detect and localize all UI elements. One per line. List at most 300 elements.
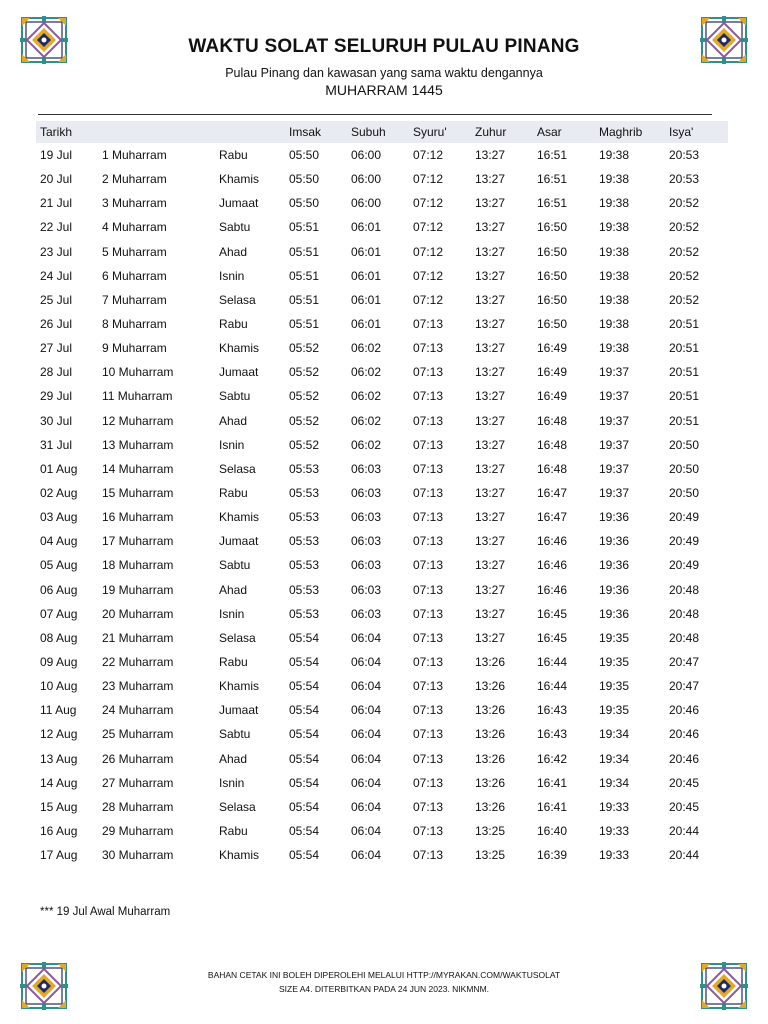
table-cell: Khamis xyxy=(219,172,260,187)
table-cell: 20:48 xyxy=(669,582,700,597)
table-cell: 4 Muharram xyxy=(102,220,167,235)
table-cell: 13:26 xyxy=(475,655,506,670)
table-cell: 16:44 xyxy=(537,679,568,694)
table-cell: Khamis xyxy=(219,510,260,525)
table-cell: 13:26 xyxy=(475,799,506,814)
table-cell: 28 Muharram xyxy=(102,799,174,814)
table-row xyxy=(36,312,728,336)
footnote: *** 19 Jul Awal Muharram xyxy=(40,906,171,918)
table-cell: 06:04 xyxy=(351,848,382,863)
table-cell: 19:36 xyxy=(599,558,630,573)
table-row xyxy=(36,626,728,650)
table-cell: 06:02 xyxy=(351,389,382,404)
table-cell: 07 Aug xyxy=(40,606,78,621)
table-cell: 19:37 xyxy=(599,413,630,428)
table-cell: Rabu xyxy=(219,317,248,332)
table-cell: 13:27 xyxy=(475,389,506,404)
table-cell: 20:51 xyxy=(669,317,700,332)
table-row xyxy=(36,674,728,698)
table-cell: 05:54 xyxy=(289,727,320,742)
table-cell: 05:54 xyxy=(289,751,320,766)
table-cell: 20:52 xyxy=(669,220,700,235)
table-cell: 13:27 xyxy=(475,606,506,621)
table-cell: 20:50 xyxy=(669,486,700,501)
table-cell: 16:51 xyxy=(537,172,568,187)
table-cell: 06:01 xyxy=(351,292,382,307)
table-cell: 06:01 xyxy=(351,317,382,332)
table-cell: 06:04 xyxy=(351,703,382,718)
table-cell: Ahad xyxy=(219,582,248,597)
table-cell: 16:41 xyxy=(537,799,568,814)
table-cell: 16:47 xyxy=(537,510,568,525)
table-cell: 13:26 xyxy=(475,751,506,766)
table-cell: 13:27 xyxy=(475,196,506,211)
table-cell: Selasa xyxy=(219,292,256,307)
table-cell: 06:03 xyxy=(351,534,382,549)
table-cell: 16:46 xyxy=(537,582,568,597)
table-cell: 13:27 xyxy=(475,413,506,428)
table-cell: 12 Aug xyxy=(40,727,78,742)
table-cell: 07:13 xyxy=(413,775,444,790)
table-cell: 21 Jul xyxy=(40,196,73,211)
table-cell: 06 Aug xyxy=(40,582,78,597)
table-cell: 16:43 xyxy=(537,727,568,742)
table-cell: 19:34 xyxy=(599,775,630,790)
table-cell: 19:38 xyxy=(599,220,630,235)
table-cell: 07:13 xyxy=(413,558,444,573)
table-cell: 20:44 xyxy=(669,848,700,863)
table-cell: 20:46 xyxy=(669,751,700,766)
table-row xyxy=(36,481,728,505)
table-cell: 20:47 xyxy=(669,679,700,694)
table-cell: 16:50 xyxy=(537,220,568,235)
table-cell: Khamis xyxy=(219,848,260,863)
table-cell: 05:53 xyxy=(289,461,320,476)
table-cell: 16:46 xyxy=(537,558,568,573)
table-cell: 05:53 xyxy=(289,558,320,573)
table-row xyxy=(36,360,728,384)
table-cell: 19:37 xyxy=(599,437,630,452)
table-cell: 28 Jul xyxy=(40,365,73,380)
month-heading: MUHARRAM 1445 xyxy=(325,82,443,98)
table-cell: 19:38 xyxy=(599,317,630,332)
table-cell: Ahad xyxy=(219,751,248,766)
table-cell: 13:27 xyxy=(475,510,506,525)
table-cell: 1 Muharram xyxy=(102,148,167,163)
table-cell: 13:27 xyxy=(475,341,506,356)
table-cell: 13 Muharram xyxy=(102,437,174,452)
column-header xyxy=(98,121,215,143)
page-title: WAKTU SOLAT SELURUH PULAU PINANG xyxy=(188,36,580,57)
table-cell: 05:54 xyxy=(289,679,320,694)
table-cell: 07:13 xyxy=(413,655,444,670)
table-cell: Jumaat xyxy=(219,196,259,211)
table-cell: 11 Muharram xyxy=(102,389,173,404)
table-cell: 19:36 xyxy=(599,606,630,621)
table-row xyxy=(36,167,728,191)
table-cell: 13:27 xyxy=(475,148,506,163)
table-cell: 06:04 xyxy=(351,655,382,670)
table-cell: 24 Muharram xyxy=(102,703,174,718)
table-cell: 19 Muharram xyxy=(102,582,174,597)
table-row xyxy=(36,215,728,239)
table-cell: 07:13 xyxy=(413,848,444,863)
table-row xyxy=(36,602,728,626)
prayer-times-table xyxy=(36,121,728,867)
table-row xyxy=(36,795,728,819)
table-cell: 05:53 xyxy=(289,582,320,597)
table-cell: 07:13 xyxy=(413,727,444,742)
table-cell: Jumaat xyxy=(219,365,259,380)
table-cell: 19:34 xyxy=(599,727,630,742)
table-cell: 05:54 xyxy=(289,655,320,670)
table-cell: Ahad xyxy=(219,244,248,259)
table-cell: 20:49 xyxy=(669,534,700,549)
table-row xyxy=(36,409,728,433)
table-cell: 05:53 xyxy=(289,606,320,621)
table-cell: 20:51 xyxy=(669,413,700,428)
table-cell: 18 Muharram xyxy=(102,558,174,573)
table-cell: 07:12 xyxy=(413,244,444,259)
table-cell: 07:12 xyxy=(413,148,444,163)
table-cell: 19:36 xyxy=(599,582,630,597)
table-cell: 16:51 xyxy=(537,148,568,163)
table-row xyxy=(36,722,728,746)
table-cell: 24 Jul xyxy=(40,268,73,283)
table-cell: Selasa xyxy=(219,630,256,645)
footer-source-line: BAHAN CETAK INI BOLEH DIPEROLEHI MELALUI HTTP://MYRAKAN.COM/WAKTUSOLAT xyxy=(207,970,561,980)
table-cell: 06:04 xyxy=(351,799,382,814)
table-cell: 20:52 xyxy=(669,268,700,283)
table-cell: 13:25 xyxy=(475,824,506,838)
table-cell: 05:50 xyxy=(289,148,320,163)
table-cell: 20 Jul xyxy=(40,172,73,187)
table-cell: 07:13 xyxy=(413,413,444,428)
table-cell: Jumaat xyxy=(219,703,259,718)
table-row xyxy=(36,143,728,167)
table-cell: 16:42 xyxy=(537,751,568,766)
table-cell: 12 Muharram xyxy=(102,413,174,428)
table-cell: 19:38 xyxy=(599,148,630,163)
table-cell: 19:38 xyxy=(599,244,630,259)
table-cell: 06:03 xyxy=(351,606,382,621)
table-cell: 06:04 xyxy=(351,630,382,645)
table-cell: 05:53 xyxy=(289,510,320,525)
table-cell: 19:33 xyxy=(599,799,630,814)
table-cell: 13:27 xyxy=(475,534,506,549)
table-cell: 3 Muharram xyxy=(102,196,167,211)
table-cell: Isnin xyxy=(219,775,245,790)
table-cell: 16:47 xyxy=(537,486,568,501)
table-cell: 2 Muharram xyxy=(102,172,167,187)
table-cell: 13:26 xyxy=(475,727,506,742)
table-cell: 13:27 xyxy=(475,172,506,187)
table-cell: 07:12 xyxy=(413,268,444,283)
table-cell: 16:46 xyxy=(537,534,568,549)
table-cell: 16:50 xyxy=(537,268,568,283)
table-row xyxy=(36,553,728,577)
table-cell: Sabtu xyxy=(219,558,251,573)
page-subtitle: Pulau Pinang dan kawasan yang sama waktu dengannya xyxy=(225,66,543,80)
table-cell: 19:35 xyxy=(599,630,630,645)
table-cell: 19 Jul xyxy=(40,148,73,163)
table-cell: 05:52 xyxy=(289,437,320,452)
table-cell: 20:51 xyxy=(669,341,700,356)
table-cell: 20:44 xyxy=(669,824,700,838)
table-cell: 13:26 xyxy=(475,775,506,790)
table-cell: 13:27 xyxy=(475,292,506,307)
table-cell: 13 Aug xyxy=(40,751,78,766)
table-cell: 05:53 xyxy=(289,534,320,549)
table-cell: 07:13 xyxy=(413,751,444,766)
table-cell: 29 Jul xyxy=(40,389,73,404)
table-cell: 22 Muharram xyxy=(102,655,174,670)
table-cell: 05:51 xyxy=(289,268,320,283)
table-cell: 19:38 xyxy=(599,292,630,307)
table-row xyxy=(36,747,728,771)
table-cell: 03 Aug xyxy=(40,510,78,525)
table-cell: 16:45 xyxy=(537,630,568,645)
table-cell: 10 Muharram xyxy=(102,365,174,380)
table-row xyxy=(36,240,728,264)
table-cell: 06:04 xyxy=(351,751,382,766)
divider xyxy=(38,114,712,115)
table-cell: 27 Jul xyxy=(40,341,73,356)
table-cell: 13:27 xyxy=(475,558,506,573)
table-cell: 31 Jul xyxy=(40,437,73,452)
table-cell: Rabu xyxy=(219,655,248,670)
table-cell: 20:45 xyxy=(669,799,700,814)
table-row xyxy=(36,819,728,843)
footer xyxy=(0,968,768,996)
table-cell: 01 Aug xyxy=(40,461,78,476)
table-cell: Khamis xyxy=(219,341,260,356)
table-cell: 02 Aug xyxy=(40,486,78,501)
table-cell: 07:12 xyxy=(413,220,444,235)
table-cell: 07:13 xyxy=(413,679,444,694)
table-cell: 06:04 xyxy=(351,775,382,790)
column-header: Syuru' xyxy=(409,121,471,143)
table-row xyxy=(36,771,728,795)
table-cell: 20:47 xyxy=(669,655,700,670)
table-cell: 20:53 xyxy=(669,172,700,187)
table-cell: 19:38 xyxy=(599,341,630,356)
table-cell: 13:27 xyxy=(475,317,506,332)
table-cell: 07:13 xyxy=(413,389,444,404)
table-cell: Isnin xyxy=(219,437,245,452)
table-cell: 7 Muharram xyxy=(102,292,167,307)
table-cell: 05:54 xyxy=(289,799,320,814)
table-cell: 20:50 xyxy=(669,437,700,452)
table-cell: 05:50 xyxy=(289,196,320,211)
table-cell: 23 Muharram xyxy=(102,679,174,694)
table-cell: 06:00 xyxy=(351,148,382,163)
table-cell: 06:00 xyxy=(351,196,382,211)
table-cell: 19:38 xyxy=(599,268,630,283)
table-cell: 07:12 xyxy=(413,196,444,211)
table-cell: 20:51 xyxy=(669,365,700,380)
table-cell: 06:01 xyxy=(351,244,382,259)
table-cell: 16:51 xyxy=(537,196,568,211)
column-header: Maghrib xyxy=(595,121,665,143)
table-row xyxy=(36,529,728,553)
table-cell: 05 Aug xyxy=(40,558,78,573)
table-cell: 11 Aug xyxy=(40,703,77,718)
table-cell: 06:02 xyxy=(351,341,382,356)
table-cell: 29 Muharram xyxy=(102,824,174,838)
table-row xyxy=(36,698,728,722)
table-cell: 25 Jul xyxy=(40,292,73,307)
table-cell: Sabtu xyxy=(219,220,251,235)
table-cell: 05:51 xyxy=(289,317,320,332)
table-row xyxy=(36,433,728,457)
table-row xyxy=(36,384,728,408)
table-cell: Isnin xyxy=(219,268,245,283)
table-cell: 05:51 xyxy=(289,244,320,259)
column-header: Subuh xyxy=(347,121,409,143)
table-cell: 13:27 xyxy=(475,437,506,452)
table-cell: 07:13 xyxy=(413,486,444,501)
table-cell: 16:40 xyxy=(537,824,568,838)
table-cell: 16:49 xyxy=(537,341,568,356)
table-cell: 16:48 xyxy=(537,437,568,452)
table-cell: 05:52 xyxy=(289,413,320,428)
table-cell: 06:01 xyxy=(351,220,382,235)
table-cell: 16:50 xyxy=(537,292,568,307)
table-cell: 20:49 xyxy=(669,558,700,573)
table-cell: 07:12 xyxy=(413,172,444,187)
table-cell: 16 Muharram xyxy=(102,510,174,525)
table-cell: 05:50 xyxy=(289,172,320,187)
table-cell: 16:48 xyxy=(537,413,568,428)
table-row xyxy=(36,288,728,312)
table-cell: 16:44 xyxy=(537,655,568,670)
table-cell: 07:13 xyxy=(413,703,444,718)
table-cell: 19:35 xyxy=(599,679,630,694)
table-cell: 04 Aug xyxy=(40,534,78,549)
column-header xyxy=(215,121,285,143)
table-cell: 06:03 xyxy=(351,486,382,501)
table-row xyxy=(36,191,728,215)
table-cell: 27 Muharram xyxy=(102,775,174,790)
table-header-row xyxy=(36,121,728,143)
table-cell: 20:52 xyxy=(669,292,700,307)
table-cell: 07:13 xyxy=(413,437,444,452)
table-cell: 20:46 xyxy=(669,727,700,742)
table-cell: 16:43 xyxy=(537,703,568,718)
table-cell: 13:27 xyxy=(475,220,506,235)
table-cell: 07:13 xyxy=(413,799,444,814)
table-cell: 20 Muharram xyxy=(102,606,174,621)
footer-publish-line: SIZE A4. DITERBITKAN PADA 24 JUN 2023. NIKMNM. xyxy=(278,984,490,994)
table-cell: 19:38 xyxy=(599,196,630,211)
table-cell: 13:26 xyxy=(475,679,506,694)
table-cell: 06:03 xyxy=(351,558,382,573)
table-cell: 26 Jul xyxy=(40,317,73,332)
table-cell: 15 Aug xyxy=(40,799,78,814)
table-row xyxy=(36,505,728,529)
table-cell: 19:35 xyxy=(599,703,630,718)
table-cell: 06:02 xyxy=(351,437,382,452)
table-cell: 05:52 xyxy=(289,389,320,404)
table-row xyxy=(36,457,728,481)
table-cell: 08 Aug xyxy=(40,630,78,645)
table-cell: 16:48 xyxy=(537,461,568,476)
table-cell: 10 Aug xyxy=(40,679,78,694)
table-cell: 16:39 xyxy=(537,848,568,863)
table-cell: Rabu xyxy=(219,824,248,838)
table-cell: 06:04 xyxy=(351,824,382,838)
column-header: Zuhur xyxy=(471,121,533,143)
table-cell: 05:54 xyxy=(289,703,320,718)
table-cell: 05:54 xyxy=(289,848,320,863)
column-header: Isya' xyxy=(665,121,728,143)
table-cell: 20:50 xyxy=(669,461,700,476)
table-cell: 20:52 xyxy=(669,196,700,211)
table-cell: Isnin xyxy=(219,606,245,621)
table-cell: Selasa xyxy=(219,799,256,814)
table-cell: 07:13 xyxy=(413,606,444,621)
table-cell: 06:03 xyxy=(351,461,382,476)
table-cell: 13:27 xyxy=(475,461,506,476)
table-cell: 07:13 xyxy=(413,317,444,332)
table-cell: 5 Muharram xyxy=(102,244,167,259)
table-cell: 30 Muharram xyxy=(102,848,174,863)
table-cell: 19:38 xyxy=(599,172,630,187)
table-cell: 07:13 xyxy=(413,510,444,525)
table-cell: 07:13 xyxy=(413,630,444,645)
table-cell: 16 Aug xyxy=(40,824,78,838)
table-cell: 19:36 xyxy=(599,510,630,525)
table-cell: 20:46 xyxy=(669,703,700,718)
table-cell: 05:51 xyxy=(289,292,320,307)
table-cell: Rabu xyxy=(219,148,248,163)
table-cell: 14 Aug xyxy=(40,775,78,790)
table-cell: Sabtu xyxy=(219,389,251,404)
table-cell: Ahad xyxy=(219,413,248,428)
table-cell: 20:49 xyxy=(669,510,700,525)
table-cell: 6 Muharram xyxy=(102,268,167,283)
table-cell: 13:27 xyxy=(475,244,506,259)
table-cell: 06:01 xyxy=(351,268,382,283)
table-cell: 06:04 xyxy=(351,679,382,694)
table-cell: 20:48 xyxy=(669,606,700,621)
table-cell: 13:27 xyxy=(475,630,506,645)
table-cell: 9 Muharram xyxy=(102,341,167,356)
table-cell: 19:35 xyxy=(599,655,630,670)
table-cell: 13:27 xyxy=(475,582,506,597)
table-cell: 13:26 xyxy=(475,703,506,718)
table-row xyxy=(36,843,728,867)
table-cell: 16:41 xyxy=(537,775,568,790)
table-cell: Selasa xyxy=(219,461,256,476)
table-cell: 20:53 xyxy=(669,148,700,163)
column-header: Asar xyxy=(533,121,595,143)
table-cell: 20:45 xyxy=(669,775,700,790)
table-cell: Sabtu xyxy=(219,727,251,742)
table-cell: 19:37 xyxy=(599,365,630,380)
table-cell: 13:25 xyxy=(475,848,506,863)
table-cell: 05:52 xyxy=(289,365,320,380)
table-cell: 07:13 xyxy=(413,582,444,597)
table-cell: 09 Aug xyxy=(40,655,78,670)
table-cell: 25 Muharram xyxy=(102,727,174,742)
table-cell: 19:33 xyxy=(599,848,630,863)
column-header: Tarikh xyxy=(36,121,98,143)
table-cell: 19:34 xyxy=(599,751,630,766)
table-cell: 06:02 xyxy=(351,365,382,380)
table-cell: 07:12 xyxy=(413,292,444,307)
